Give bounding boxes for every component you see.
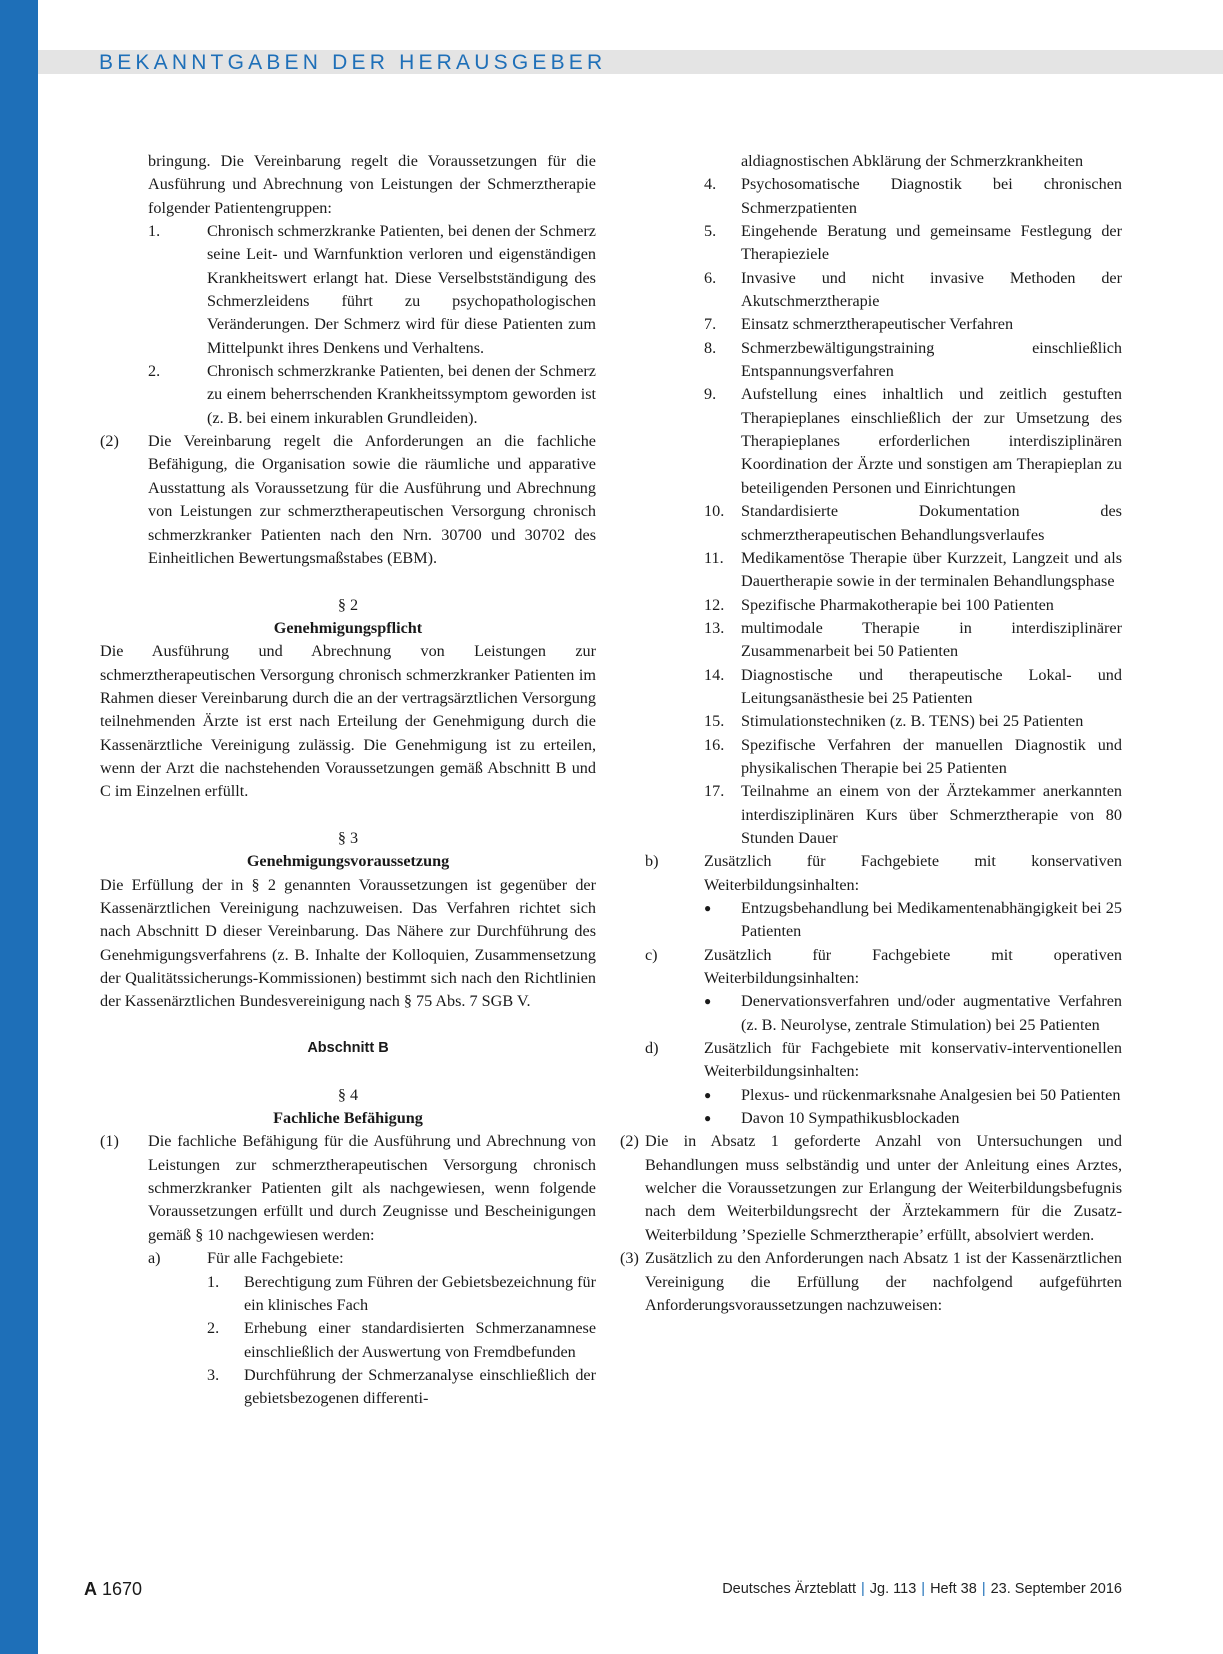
page-number-value: 1670 (102, 1579, 143, 1599)
section-4-number: § 4 (337, 1085, 359, 1104)
subsection-c (645, 944, 1122, 991)
section-2-number: § 2 (337, 595, 359, 614)
requirement-item (704, 220, 1122, 267)
bullet-item (704, 897, 1122, 944)
list-text: Psychosomatische Diagnostik bei chronischen Schmerzpatienten (741, 175, 1122, 217)
blue-side-bar (0, 0, 38, 1654)
requirement-item (704, 710, 1122, 733)
section-3-title: Genehmigungsvoraussetzung (246, 852, 450, 871)
requirement-item (207, 1271, 596, 1318)
bullet-item (704, 1107, 1122, 1130)
list-number: 6. (704, 268, 717, 287)
paragraph-text: Zusätzlich zu den Anforderungen nach Absatz 1 ist der Kassenärztlichen Vereinigung die Erfüllung der nachfolgend aufgeführten Anforderungsvoraussetzungen nachzuweisen: (645, 1249, 1122, 1314)
subsection-d (645, 1037, 1122, 1084)
requirement-item (704, 173, 1122, 220)
list-text: Chronisch schmerzkranke Patienten, bei denen der Schmerz zu einem beherrschenden Krankheitssymptom geworden ist (z. B. bei einem inkurablen Grundleiden). (207, 362, 596, 427)
journal-citation (722, 1577, 1122, 1601)
requirement-item (704, 313, 1122, 336)
requirement-item (207, 1364, 596, 1411)
list-number: 3. (207, 1365, 220, 1384)
requirement-item (704, 594, 1122, 617)
subsection-label: b) (645, 852, 659, 871)
bullet-icon: ● (704, 1087, 712, 1102)
separator: | (921, 1581, 926, 1597)
bullet-text: Davon 10 Sympathikusblockaden (741, 1109, 960, 1128)
right-column (620, 150, 1122, 1317)
list-number: 12. (704, 595, 725, 614)
subsection-label: d) (645, 1039, 659, 1058)
continuation-text: aldiagnostischen Abklärung der Schmerzkrankheiten (741, 152, 1084, 170)
list-number: 2. (207, 1319, 220, 1338)
journal-volume: Jg. 113 (869, 1581, 917, 1597)
list-text: Schmerzbewältigungstraining einschließlich Entspannungsverfahren (741, 338, 1122, 381)
list-number: 13. (704, 618, 725, 637)
bullet-item (704, 990, 1122, 1037)
list-number: 10. (704, 502, 725, 521)
list-number: 9. (704, 385, 717, 404)
list-text: Aufstellung eines inhaltlich und zeitlich gestuften Therapieplanes einschließlich der zur Umsetzung des Therapieplanes erforderlichen interdisziplinären Koordination der Ärzte und sonstigen am Therapieplan zu beteiligenden Personen und Einrichtungen (741, 385, 1122, 497)
list-number: 11. (704, 548, 724, 567)
section-2-text: Die Ausführung und Abrechnung von Leistungen zur schmerztherapeutischen Versorgung chronisch schmerzkranker Patienten im Rahmen dieser Vereinbarung durch die an der vertragsärztlichen Versorgung teilnehmenden Ärzte ist erst nach Erteilung der Genehmigung durch die Kassenärztliche Vereinigung zulässig. Die Genehmigung ist zu erteilen, wenn der Arzt die nachstehenden Voraussetzungen gemäß Abschnitt B und C im Einzelnen erfüllt. (100, 642, 596, 801)
journal-name: Deutsches Ärzteblatt (722, 1581, 856, 1597)
list-number: 7. (704, 315, 717, 334)
list-number: 8. (704, 338, 717, 357)
subsection-text: Zusätzlich für Fachgebiete mit konservativen Weiterbildungsinhalten: (704, 852, 1122, 894)
bullet-text: Denervationsverfahren und/oder augmentative Verfahren (z. B. Neurolyse, zentrale Stimulation) bei 25 Patienten (741, 992, 1122, 1034)
list-text: Invasive und nicht invasive Methoden der Akutschmerztherapie (741, 268, 1122, 311)
section-header-title: BEKANNTGABEN DER HERAUSGEBER (99, 51, 607, 74)
paragraph-1 (100, 1130, 596, 1247)
subsection-b (645, 850, 1122, 897)
paragraph-2-right (620, 1130, 1122, 1247)
bullet-item (704, 1084, 1122, 1107)
subsection-label: c) (645, 945, 658, 964)
patient-group-item (148, 220, 596, 360)
list-number: 1. (207, 1272, 220, 1291)
requirement-item (704, 500, 1122, 547)
section-2-title: Genehmigungspflicht (273, 618, 423, 637)
list-text: Spezifische Verfahren der manuellen Diagnostik und physikalischen Therapie bei 25 Patienten (741, 735, 1122, 777)
paragraph-text: Die fachliche Befähigung für die Ausführung und Abrechnung von Leistungen zur schmerztherapeutischen Versorgung chronisch schmerzkranker Patienten gilt als nachgewiesen, wenn folgende Voraussetzungen erfüllt und durch Zeugnisse und Bescheinigungen gemäß § 10 nachgewiesen werden: (148, 1132, 596, 1244)
intro-paragraph: bringung. Die Vereinbarung regelt die Voraussetzungen für die Ausführung und Abrechnung von Leistungen der Schmerztherapie folgender Patientengruppen: (148, 152, 596, 217)
journal-issue: Heft 38 (930, 1581, 977, 1597)
paragraph-number: (1) (100, 1132, 119, 1151)
requirement-item (704, 383, 1122, 500)
list-number: 14. (704, 665, 725, 684)
section-4-title: Fachliche Befähigung (273, 1109, 423, 1128)
page-letter: A (84, 1579, 97, 1599)
list-text: Durchführung der Schmerzanalyse einschließlich der gebietsbezogenen differenti- (244, 1365, 596, 1408)
paragraph-number: (2) (620, 1132, 639, 1151)
paragraph-number: (3) (620, 1249, 639, 1268)
list-text: Stimulationstechniken (z. B. TENS) bei 25 Patienten (741, 712, 1084, 731)
requirement-item (704, 267, 1122, 314)
separator: | (981, 1581, 986, 1597)
list-number: 4. (704, 175, 717, 194)
list-number: 2. (148, 362, 161, 381)
bullet-text: Plexus- und rückenmarksnahe Analgesien bei 50 Patienten (741, 1085, 1121, 1104)
bullet-text: Entzugsbehandlung bei Medikamentenabhängigkeit bei 25 Patienten (741, 899, 1122, 941)
paragraph-3-right (620, 1247, 1122, 1317)
list-text: Spezifische Pharmakotherapie bei 100 Patienten (741, 595, 1054, 614)
list-text: multimodale Therapie in interdisziplinärer Zusammenarbeit bei 50 Patienten (741, 618, 1122, 661)
list-text: Diagnostische und therapeutische Lokal- und Leitungsanästhesie bei 25 Patienten (741, 665, 1122, 707)
paragraph-text: Die in Absatz 1 geforderte Anzahl von Untersuchungen und Behandlungen muss selbständig und unter der Anleitung eines Arztes, welcher die Voraussetzungen zur Erlangung der Weiterbildungsbefugnis nach dem Weiterbildungsrecht der Ärztekammern für die Zusatz-Weiterbildung ’Spezielle Schmerztherapie’ erfüllt, absolviert werden. (645, 1132, 1122, 1244)
bullet-icon: ● (704, 901, 712, 915)
subsection-label: a) (148, 1249, 161, 1268)
abschnitt-heading: Abschnitt B (307, 1040, 389, 1057)
bullet-icon: ● (704, 1111, 712, 1126)
bullet-icon: ● (704, 994, 712, 1009)
subsection-text: Für alle Fachgebiete: (207, 1249, 344, 1268)
list-text: Teilnahme an einem von der Ärztekammer anerkannten interdisziplinären Kurs über Schmerztherapie von 80 Stunden Dauer (741, 782, 1122, 847)
requirement-item (704, 780, 1122, 850)
requirement-item (704, 734, 1122, 781)
section-3-text: Die Erfüllung der in § 2 genannten Voraussetzungen ist gegenüber der Kassenärztlichen Vereinigung nachzuweisen. Das Verfahren richtet sich nach Abschnitt D dieser Vereinbarung. Das Nähere zur Durchführung des Genehmigungsverfahrens (z. B. Inhalte der Kolloquien, Zusammensetzung der Qualitätssicherungs-Kommissionen) bestimmt sich nach den Richtlinien der Kassenärztlichen Bundesvereinigung nach § 75 Abs. 7 SGB V. (100, 875, 596, 1011)
paragraph-text: Die Vereinbarung regelt die Anforderungen an die fachliche Befähigung, die Organisation sowie die räumliche und apparative Ausstattung als Voraussetzung für die Ausführung und Abrechnung von Leistungen zur schmerztherapeutischen Versorgung chronisch schmerzkranker Patienten nach den Nrn. 30700 und 30702 des Einheitlichen Bewertungsmaßstabes (EBM). (148, 432, 596, 567)
section-3-number: § 3 (337, 828, 359, 847)
list-text: Erhebung einer standardisierten Schmerzanamnese einschließlich der Auswertung von Fremdbefunden (244, 1319, 596, 1361)
requirement-item (704, 617, 1122, 664)
list-number: 15. (704, 712, 725, 731)
journal-date: 23. September 2016 (990, 1581, 1122, 1597)
paragraph-number: (2) (100, 432, 119, 451)
paragraph-2 (100, 430, 596, 570)
list-text: Eingehende Beratung und gemeinsame Festlegung der Therapieziele (741, 222, 1122, 264)
requirement-item (207, 1317, 596, 1364)
list-text: Standardisierte Dokumentation des schmerztherapeutischen Behandlungsverlaufes (741, 502, 1122, 544)
requirement-item (704, 664, 1122, 711)
list-number: 17. (704, 782, 725, 801)
requirement-item (704, 337, 1122, 384)
list-text: Chronisch schmerzkranke Patienten, bei denen der Schmerz seine Leit- und Warnfunktion verloren und eigenständigen Krankheitswert erlangt hat. Diese Verselbstständigung des Schmerzleidens führt zu psychopathologischen Veränderungen. Der Schmerz wird für diese Patienten zum Mittelpunkt ihres Denkens und Verhaltens. (207, 222, 596, 357)
list-number: 16. (704, 735, 725, 754)
subsection-text: Zusätzlich für Fachgebiete mit operativen Weiterbildungsinhalten: (704, 945, 1122, 988)
list-number: 1. (148, 222, 161, 241)
patient-group-item (148, 360, 596, 430)
list-text: Einsatz schmerztherapeutischer Verfahren (741, 315, 1014, 334)
left-column (100, 150, 596, 1411)
page-number (84, 1577, 142, 1601)
subsection-text: Zusätzlich für Fachgebiete mit konservativ-interventionellen Weiterbildungsinhalten: (704, 1039, 1122, 1081)
requirement-item (704, 547, 1122, 594)
separator: | (861, 1581, 865, 1597)
list-number: 5. (704, 222, 717, 241)
list-text: Berechtigung zum Führen der Gebietsbezeichnung für ein klinisches Fach (244, 1272, 596, 1314)
subsection-a (148, 1247, 596, 1270)
list-text: Medikamentöse Therapie über Kurzzeit, Langzeit und als Dauertherapie sowie in der terminalen Behandlungsphase (741, 548, 1122, 591)
